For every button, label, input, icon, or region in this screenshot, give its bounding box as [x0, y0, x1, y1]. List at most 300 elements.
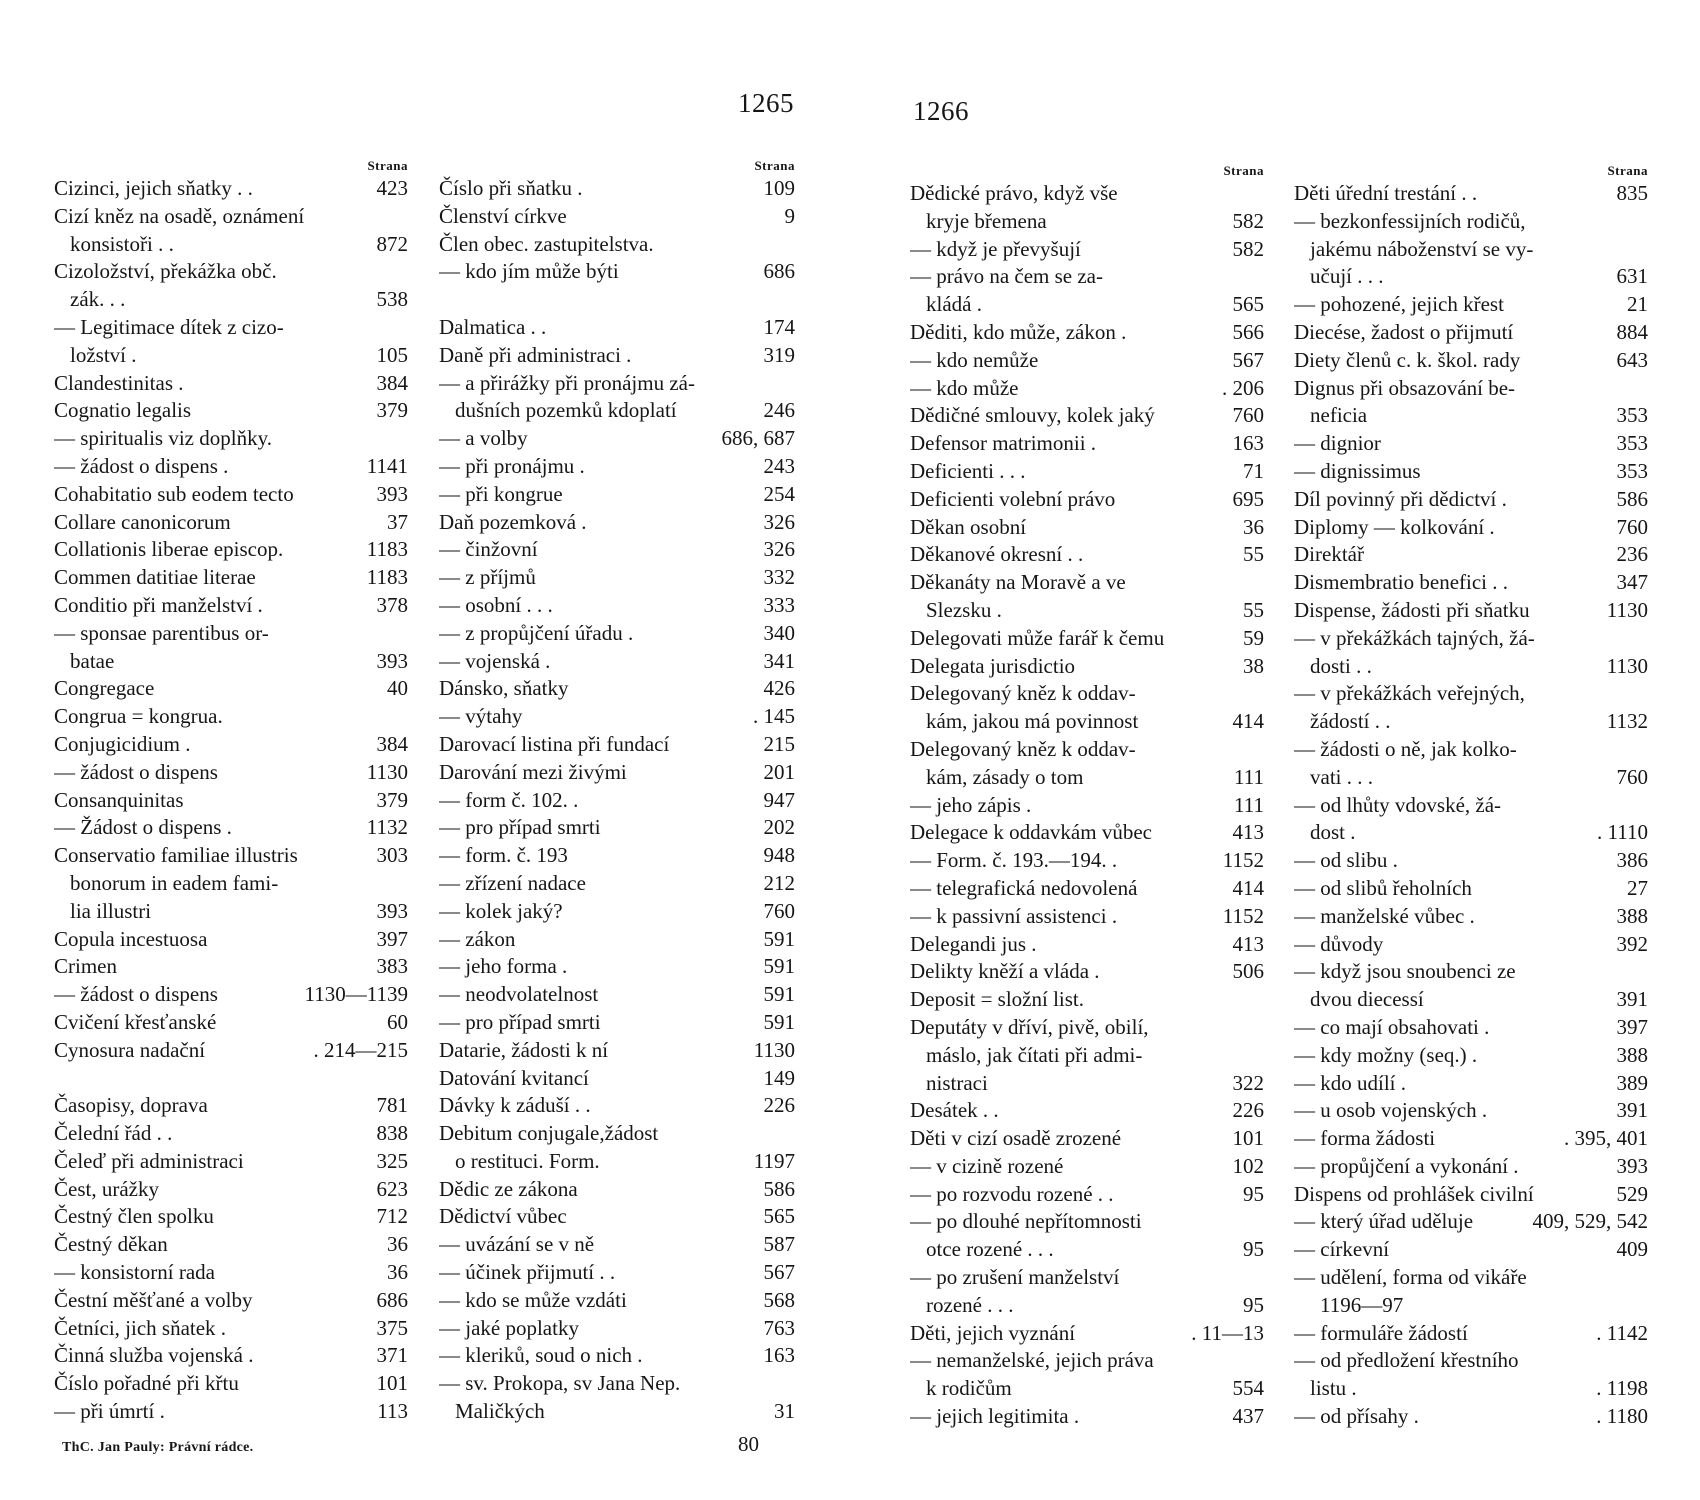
index-entry [54, 342, 408, 370]
entry-term: — když jsou snoubenci ze [1294, 959, 1516, 984]
entry-page-ref: 554 [1232, 1376, 1264, 1401]
index-entry [439, 175, 795, 203]
index-entry [1294, 1125, 1648, 1153]
entry-page-ref: 111 [1234, 792, 1264, 817]
index-entry [439, 1370, 795, 1398]
index-entry [1294, 236, 1648, 264]
index-entry [1294, 1236, 1648, 1264]
entry-term: — od slibů řeholních [1294, 875, 1472, 900]
index-entry [910, 736, 1264, 764]
entry-term: — zřízení nadace [439, 870, 586, 895]
entry-page-ref: 1141 [366, 453, 408, 478]
index-entry [439, 314, 795, 342]
entry-term: — kdo udílí . [1294, 1070, 1407, 1095]
index-entry [54, 814, 408, 842]
entry-term: Conditio při manželství . [54, 592, 263, 617]
entry-term: — Legitimace dítek z cizo- [54, 314, 284, 339]
entry-term: Congrua = kongrua. [54, 704, 223, 729]
entry-page-ref: . 395, 401 [1564, 1126, 1648, 1151]
entry-term: Debitum conjugale,žádost [439, 1121, 659, 1146]
entry-page-ref: 686 [376, 1287, 408, 1312]
entry-page-ref: 95 [1243, 1181, 1264, 1206]
index-entry [54, 1370, 408, 1398]
entry-page-ref: 712 [376, 1204, 408, 1229]
index-entry [1294, 514, 1648, 542]
index-entry [910, 680, 1264, 708]
entry-page-ref: 409 [1616, 1237, 1648, 1262]
entry-term: Crimen [54, 954, 117, 979]
entry-term: Dispens od prohlášek civilní [1294, 1181, 1534, 1206]
entry-term: o restituci. Form. [455, 1148, 600, 1173]
entry-term: — kdo jím může býti [439, 259, 619, 284]
index-entry [910, 931, 1264, 959]
index-entry [439, 1148, 795, 1176]
entry-term: Cynosura nadační [54, 1037, 206, 1062]
entry-page-ref: 781 [376, 1093, 408, 1118]
strana-label: Strana [1607, 163, 1648, 178]
entry-term: — při úmrtí . [54, 1399, 165, 1424]
page-number-right: 1266 [913, 96, 969, 126]
index-entry [54, 1342, 408, 1370]
entry-term: Clandestinitas . [54, 370, 184, 395]
strana-label: Strana [1223, 163, 1264, 178]
entry-page-ref: 1183 [366, 565, 408, 590]
entry-page-ref: 393 [376, 481, 408, 506]
page-number-left: 1265 [738, 88, 794, 118]
index-entry [439, 592, 795, 620]
entry-term: — při kongrue [439, 481, 563, 506]
index-entry [439, 1092, 795, 1120]
index-entry [1294, 569, 1648, 597]
entry-page-ref: 538 [376, 287, 408, 312]
index-entry [910, 263, 1264, 291]
entry-page-ref: 567 [763, 1260, 795, 1285]
entry-term: — jaké poplatky [439, 1315, 579, 1340]
entry-term: konsistoři . . [70, 231, 174, 256]
entry-page-ref: 332 [763, 565, 795, 590]
entry-page-ref: 36 [387, 1232, 408, 1257]
index-entry [54, 231, 408, 259]
index-entry [54, 1092, 408, 1120]
entry-page-ref: 393 [1616, 1153, 1648, 1178]
entry-page-ref: 835 [1616, 181, 1648, 205]
index-entry [439, 787, 795, 815]
entry-term: — pro případ smrti [439, 1009, 601, 1034]
entry-term: — důvody [1294, 931, 1384, 956]
entry-page-ref: . 11—13 [1191, 1320, 1264, 1345]
index-entry [439, 1120, 795, 1148]
entry-page-ref: 1130 [1606, 653, 1648, 678]
entry-page-ref: 109 [763, 176, 795, 200]
entry-term: — sv. Prokopa, sv Jana Nep. [439, 1371, 681, 1396]
index-entry [1294, 208, 1648, 236]
entry-term: Delegovaný kněz k oddav- [910, 681, 1136, 706]
entry-term: — jejich legitimita . [910, 1404, 1080, 1429]
index-entry [910, 569, 1264, 597]
entry-term: listu . [1310, 1376, 1357, 1401]
entry-term: Conservatio familiae illustris [54, 843, 298, 868]
entry-term: — kleriků, soud o nich . [439, 1343, 643, 1368]
index-entry [910, 291, 1264, 319]
index-entry [910, 402, 1264, 430]
entry-page-ref: 236 [1616, 542, 1648, 567]
entry-page-ref: 686, 687 [721, 426, 795, 451]
entry-page-ref: 586 [1616, 486, 1648, 511]
entry-page-ref: 113 [377, 1399, 408, 1424]
index-entry [910, 514, 1264, 542]
entry-term: — osobní . . . [439, 592, 553, 617]
entry-term: vati . . . [1310, 764, 1373, 789]
index-entry [1294, 319, 1648, 347]
entry-page-ref: 379 [376, 787, 408, 812]
index-entry [439, 481, 795, 509]
entry-page-ref: 149 [763, 1065, 795, 1090]
entry-term: Commen datitiae literae [54, 565, 256, 590]
index-entry [1294, 263, 1648, 291]
entry-term: — nemanželské, jejich práva [910, 1348, 1154, 1373]
entry-term: Čestný děkan [54, 1232, 168, 1257]
entry-term: Cognatio legalis [54, 398, 192, 423]
index-entry [910, 1014, 1264, 1042]
entry-page-ref: 1132 [1606, 709, 1648, 734]
index-entry [910, 1208, 1264, 1236]
entry-page-ref: 254 [763, 481, 795, 506]
entry-page-ref: 379 [376, 398, 408, 423]
entry-page-ref: 391 [1616, 1098, 1648, 1123]
index-entry [1294, 597, 1648, 625]
entry-page-ref: 582 [1232, 236, 1264, 261]
entry-term: Cohabitatio sub eodem tecto [54, 481, 294, 506]
index-entry [54, 1398, 408, 1426]
entry-page-ref: 393 [376, 648, 408, 673]
entry-term: Slezsku . [926, 597, 1002, 622]
index-entry [910, 458, 1264, 486]
entry-term: Daně při administraci . [439, 342, 632, 367]
entry-term: — výtahy [439, 704, 523, 729]
strana-label: Strana [754, 158, 795, 173]
entry-page-ref: . 1180 [1596, 1404, 1648, 1429]
entry-term: — od slibu . [1294, 848, 1398, 873]
entry-term: — když je převyšují [910, 236, 1081, 261]
index-entry [1294, 347, 1648, 375]
entry-term: Delegovaný kněz k oddav- [910, 736, 1136, 761]
entry-term: — jeho zápis . [910, 792, 1032, 817]
index-entry [1294, 1070, 1648, 1098]
entry-page-ref: 423 [376, 176, 408, 200]
entry-term: — formuláře žádostí [1294, 1320, 1468, 1345]
entry-page-ref: 95 [1243, 1292, 1264, 1317]
entry-term: Desátek . . [910, 1098, 999, 1123]
entry-term: — od lhůty vdovské, žá- [1294, 792, 1502, 817]
entry-term: — účinek přijmutí . . [439, 1260, 616, 1285]
entry-term: Deposit = složní list. [910, 987, 1085, 1012]
index-entry [439, 1342, 795, 1370]
entry-page-ref: 582 [1232, 208, 1264, 233]
entry-page-ref: 303 [376, 843, 408, 868]
entry-page-ref: . 206 [1222, 375, 1264, 400]
index-entry [54, 1231, 408, 1259]
entry-term: — co mají obsahovati . [1294, 1014, 1490, 1039]
index-entry [54, 787, 408, 815]
entry-term: Činná služba vojenská . [54, 1343, 254, 1368]
entry-term: Maličkých [455, 1399, 545, 1424]
entry-term: — u osob vojenských . [1294, 1098, 1488, 1123]
entry-page-ref: . 1142 [1596, 1320, 1648, 1345]
entry-page-ref: 21 [1627, 292, 1648, 317]
index-entry [439, 703, 795, 731]
index-entry [910, 903, 1264, 931]
index-entry [54, 842, 408, 870]
entry-term: kám, jakou má povinnost [926, 709, 1139, 734]
entry-term: — form č. 102. . [439, 787, 579, 812]
entry-page-ref: 202 [763, 815, 795, 840]
entry-term: kládá . [926, 292, 982, 317]
index-entry [54, 592, 408, 620]
entry-page-ref: 947 [763, 787, 795, 812]
entry-page-ref: 686 [763, 259, 795, 284]
index-entry [910, 430, 1264, 458]
entry-term: Dispense, žádosti při sňatku [1294, 597, 1530, 622]
entry-term: — kolek jaký? [439, 898, 563, 923]
index-entry [910, 708, 1264, 736]
entry-term: Darování mezi živými [439, 759, 627, 784]
index-entry [54, 314, 408, 342]
entry-page-ref: 884 [1616, 319, 1648, 344]
index-entry [439, 1176, 795, 1204]
entry-page-ref: . 214—215 [313, 1037, 408, 1062]
index-entry [1294, 736, 1648, 764]
index-column-4 [1294, 162, 1648, 1431]
entry-page-ref: 437 [1232, 1404, 1264, 1429]
entry-page-ref: 623 [376, 1176, 408, 1201]
entry-page-ref: 568 [763, 1287, 795, 1312]
entry-term: Dalmatica . . [439, 314, 547, 339]
index-entry [910, 486, 1264, 514]
entry-term: — spiritualis viz doplňky. [54, 426, 272, 451]
entry-page-ref: 388 [1616, 903, 1648, 928]
entry-page-ref: 371 [376, 1343, 408, 1368]
entry-page-ref: . 1198 [1596, 1376, 1648, 1401]
entry-term: — a volby [439, 426, 528, 451]
entry-term: Deficienti volební právo [910, 486, 1116, 511]
entry-term: Dědictví vůbec [439, 1204, 567, 1229]
index-entry [910, 319, 1264, 347]
index-entry [439, 453, 795, 481]
index-entry [439, 648, 795, 676]
entry-page-ref: 1130 [753, 1037, 795, 1062]
entry-page-ref: 587 [763, 1232, 795, 1257]
entry-page-ref: 101 [1232, 1126, 1264, 1151]
index-entry [1294, 291, 1648, 319]
entry-term: Děkan osobní [910, 514, 1027, 539]
entry-page-ref: 397 [376, 926, 408, 951]
entry-term: — v cizině rozené [910, 1153, 1064, 1178]
entry-term: Děkanové okresní . . [910, 542, 1084, 567]
index-entry [54, 453, 408, 481]
index-entry [910, 653, 1264, 681]
entry-page-ref: 1197 [753, 1148, 795, 1173]
index-entry [439, 397, 795, 425]
index-entry [910, 1097, 1264, 1125]
entry-page-ref: 393 [376, 898, 408, 923]
index-entry [1294, 486, 1648, 514]
index-entry [54, 1259, 408, 1287]
entry-term: — udělení, forma od vikáře [1294, 1265, 1527, 1290]
entry-page-ref: 388 [1616, 1042, 1648, 1067]
entry-page-ref: 375 [376, 1315, 408, 1340]
entry-page-ref: 565 [763, 1204, 795, 1229]
entry-page-ref: 36 [387, 1260, 408, 1285]
entry-term: Diplomy — kolkování . [1294, 514, 1495, 539]
index-entry [439, 342, 795, 370]
entry-term: Datování kvitancí [439, 1065, 589, 1090]
index-entry [439, 509, 795, 537]
entry-page-ref: 386 [1616, 848, 1648, 873]
entry-page-ref: 105 [376, 342, 408, 367]
entry-term: — žádosti o ně, jak kolko- [1294, 736, 1517, 761]
index-entry [1294, 180, 1648, 208]
index-entry [439, 953, 795, 981]
entry-term: neficia [1310, 403, 1368, 428]
entry-page-ref: 9 [784, 203, 795, 228]
index-entry [439, 1398, 795, 1426]
index-entry [54, 675, 408, 703]
entry-page-ref: 591 [763, 954, 795, 979]
entry-term: Delegovati může farář k čemu [910, 625, 1165, 650]
index-entry [910, 236, 1264, 264]
entry-page-ref: 102 [1232, 1153, 1264, 1178]
index-entry [1294, 903, 1648, 931]
entry-term: — Form. č. 193.—194. . [910, 848, 1118, 873]
index-entry [54, 703, 408, 731]
entry-term: — konsistorní rada [54, 1260, 215, 1285]
entry-page-ref: 1130—1139 [304, 982, 408, 1007]
entry-term: batae [70, 648, 115, 673]
index-entry [1294, 1347, 1648, 1375]
index-entry [54, 1037, 408, 1065]
index-column-3 [910, 162, 1264, 1431]
entry-page-ref: 1130 [366, 759, 408, 784]
entry-term: jakému náboženství se vy- [1310, 236, 1534, 261]
entry-term: — dignissimus [1294, 458, 1421, 483]
index-entry [1294, 430, 1648, 458]
index-entry [439, 536, 795, 564]
entry-term: — právo na čem se za- [910, 264, 1103, 289]
index-entry [54, 731, 408, 759]
entry-page-ref: 347 [1616, 570, 1648, 595]
index-entry [910, 986, 1264, 1014]
entry-page-ref: 40 [387, 676, 408, 701]
entry-page-ref: 392 [1616, 931, 1648, 956]
entry-page-ref: 948 [763, 843, 795, 868]
index-entry [910, 597, 1264, 625]
entry-page-ref: 341 [763, 648, 795, 673]
index-entry [1294, 764, 1648, 792]
index-entry [1294, 458, 1648, 486]
entry-term: Dánsko, sňatky [439, 676, 569, 701]
entry-page-ref: 163 [1232, 431, 1264, 456]
entry-term: Daň pozemková . [439, 509, 587, 534]
entry-page-ref: 1152 [1222, 848, 1264, 873]
index-entry [439, 675, 795, 703]
entry-page-ref: 246 [763, 398, 795, 423]
entry-term: — kdy možny (seq.) . [1294, 1042, 1478, 1067]
entry-term: — od přísahy . [1294, 1404, 1419, 1429]
entry-term: dosti . . [1310, 653, 1372, 678]
index-entry [439, 731, 795, 759]
index-entry [54, 175, 408, 203]
entry-page-ref: 760 [1232, 403, 1264, 428]
entry-page-ref: 426 [763, 676, 795, 701]
strana-label: Strana [367, 158, 408, 173]
entry-page-ref: 414 [1232, 709, 1264, 734]
entry-term: — zákon [439, 926, 516, 951]
index-entry [54, 509, 408, 537]
entry-term: rozené . . . [926, 1292, 1014, 1317]
entry-page-ref: 383 [376, 954, 408, 979]
index-entry [910, 180, 1264, 208]
entry-page-ref: 353 [1616, 403, 1648, 428]
index-entry [54, 1287, 408, 1315]
entry-term: Dignus při obsazování be- [1294, 375, 1516, 400]
entry-term: — a přirážky při pronájmu zá- [439, 370, 695, 395]
index-entry [54, 926, 408, 954]
entry-page-ref: 591 [763, 1009, 795, 1034]
index-entry [910, 1292, 1264, 1320]
entry-page-ref: 397 [1616, 1014, 1648, 1039]
entry-page-ref: 31 [774, 1399, 795, 1424]
index-entry [54, 1148, 408, 1176]
index-entry [1294, 1375, 1648, 1403]
entry-term: — žádost o dispens . [54, 453, 229, 478]
index-entry [439, 1203, 795, 1231]
entry-term: Děditi, kdo může, zákon . [910, 319, 1127, 344]
entry-page-ref: 760 [1616, 514, 1648, 539]
entry-page-ref: 384 [376, 370, 408, 395]
entry-term: otce rozené . . . [926, 1237, 1054, 1262]
entry-page-ref: 353 [1616, 431, 1648, 456]
entry-page-ref: 325 [376, 1148, 408, 1173]
book-footer: ThC. Jan Pauly: Právní rádce. [62, 1440, 254, 1455]
entry-page-ref: 1152 [1222, 903, 1264, 928]
index-entry [439, 870, 795, 898]
index-entry [54, 564, 408, 592]
index-entry [54, 620, 408, 648]
index-entry [910, 625, 1264, 653]
entry-term: Delikty kněží a vláda . [910, 959, 1100, 984]
entry-page-ref: 506 [1232, 959, 1264, 984]
index-entry [439, 814, 795, 842]
entry-page-ref: . 145 [753, 704, 795, 729]
index-entry [439, 203, 795, 231]
index-entry [54, 1065, 408, 1093]
entry-term: Cizinci, jejich sňatky . . [54, 176, 253, 200]
entry-page-ref: 163 [763, 1343, 795, 1368]
entry-term: — kdo nemůže [910, 347, 1039, 372]
entry-term: Darovací listina při fundací [439, 731, 670, 756]
index-entry [1294, 1097, 1648, 1125]
entry-term: ložství . [70, 342, 137, 367]
entry-term: k rodičům [926, 1376, 1012, 1401]
entry-page-ref: 27 [1627, 875, 1648, 900]
index-entry [910, 1264, 1264, 1292]
entry-term: Dědické právo, když vše [910, 181, 1118, 205]
entry-term: Dědičné smlouvy, kolek jaký [910, 403, 1155, 428]
entry-page-ref: 565 [1232, 292, 1264, 317]
index-entry [54, 258, 408, 286]
index-entry [54, 397, 408, 425]
entry-page-ref: 763 [763, 1315, 795, 1340]
